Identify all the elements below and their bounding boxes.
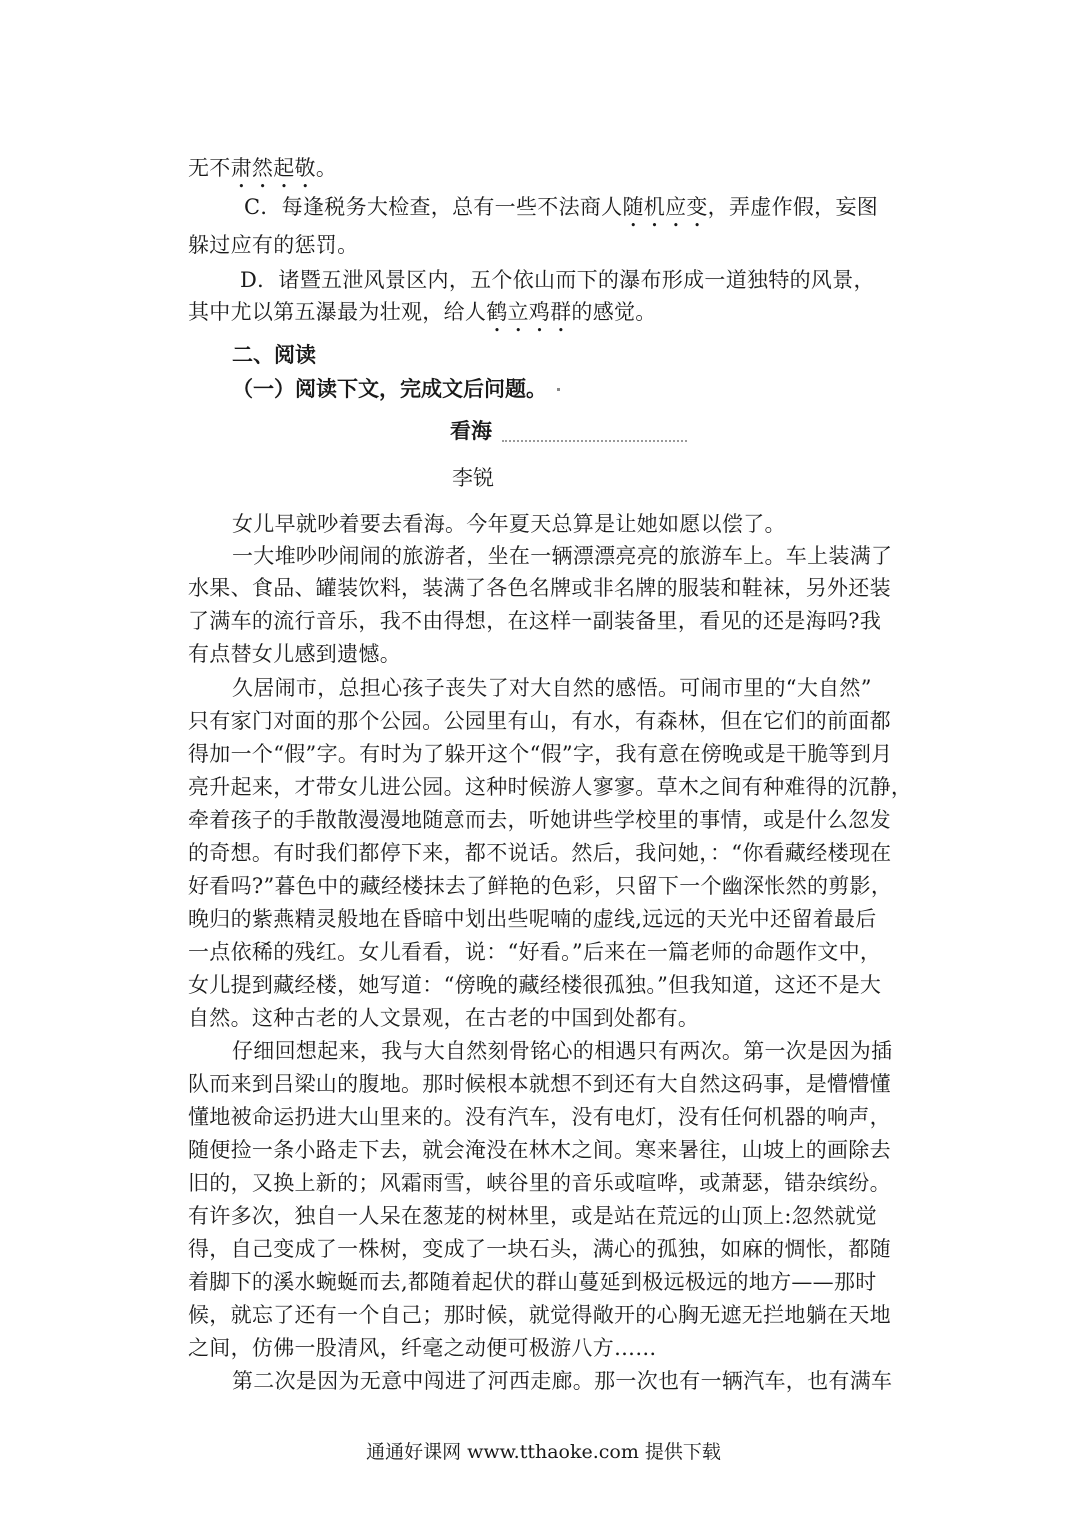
body-line: 随便捡一条小路走下去，就会淹没在林木之间。寒来暑往，山坡上的画除去 — [188, 1138, 891, 1162]
body-line: 亮升起来，才带女儿进公园。这种时候游人寥寥。草木之间有种难得的沉静， — [188, 775, 913, 799]
body-line: 一大堆吵吵闹闹的旅游者，坐在一辆漂漂亮亮的旅游车上。车上装满了 — [232, 544, 893, 568]
page-footer: 通通好课网 www.tthaoke.com 提供下载 — [366, 1441, 721, 1463]
option-d-line-1: D．诸暨五泄风景区内，五个依山而下的瀑布形成一道独特的风景， — [240, 268, 875, 292]
option-d-line-2 — [188, 298, 900, 337]
body-line: 水果、食品、罐装饮料，装满了各色名牌或非名牌的服装和鞋袜，另外还装 — [188, 576, 891, 600]
body-line: 晚归的紫燕精灵般地在昏暗中划出些呢喃的虚线,远远的天光中还留着最后 — [188, 907, 877, 931]
stray-mark — [557, 388, 560, 391]
body-line: 懂地被命运扔进大山里来的。没有汽车，没有电灯，没有任何机器的响声， — [188, 1105, 891, 1129]
emphasized-idiom: 随机应变 — [622, 195, 708, 219]
body-line: 有点替女儿感到遗憾。 — [188, 642, 401, 666]
body-line: 了满车的流行音乐，我不由得想，在这样一副装备里，看见的还是海吗?我 — [188, 609, 882, 633]
body-line: 好看吗?”暮色中的藏经楼抹去了鲜艳的色彩，只留下一个幽深怅然的剪影， — [188, 874, 893, 898]
article-author: 李锐 — [452, 466, 494, 490]
body-line: 一点依稀的残红。女儿看看，说：“好看。”后来在一篇老师的命题作文中， — [188, 940, 882, 964]
body-line: 女儿早就吵着要去看海。今年夏天总算是让她如愿以偿了。 — [232, 512, 786, 536]
option-d-text: 其中尤以第五瀑最为壮观，给人 — [188, 300, 487, 324]
body-line: 旧的，又换上新的；风霜雨雪，峡谷里的音乐或喧哗，或萧瑟，错杂缤纷。 — [188, 1171, 891, 1195]
article-title: 看海 — [450, 418, 492, 443]
body-line: 的奇想。有时我们都停下来，都不说话。然后，我问她，：“你看藏经楼现在 — [188, 841, 892, 865]
body-line: 候，就忘了还有一个自己；那时候，就觉得敞开的心胸无遮无拦地躺在天地 — [188, 1303, 891, 1327]
option-c-text-suffix: ，弄虚作假，妄图 — [707, 195, 879, 219]
body-line: 队而来到吕梁山的腹地。那时候根本就想不到还有大自然这码事，是懵懵懂 — [188, 1072, 891, 1096]
question-b-tail-suffix: 。 — [315, 156, 338, 180]
section-heading: 二、阅读 — [232, 342, 316, 367]
body-line: 仔细回想起来，我与大自然刻骨铭心的相遇只有两次。第一次是因为插 — [232, 1039, 893, 1063]
body-line: 只有家门对面的那个公园。公园里有山，有水，有森林，但在它们的前面都 — [188, 709, 891, 733]
title-dotted-leader — [502, 436, 687, 442]
body-line: 女儿提到藏经楼，她写道：“傍晚的藏经楼很孤独。”但我知道，这还不是大 — [188, 973, 882, 997]
emphasized-idiom: 肃然起敬 — [230, 156, 316, 180]
body-line: 久居闹市，总担心孩子丧失了对大自然的感悟。可闹市里的“大自然” — [232, 676, 872, 700]
body-line: 第二次是因为无意中闯进了河西走廊。那一次也有一辆汽车，也有满车 — [232, 1369, 893, 1393]
subsection-heading: （一）阅读下文，完成文后问题。 — [232, 376, 547, 401]
option-c-text: C．每逢税务大检查，总有一些不法商人 — [244, 195, 623, 219]
body-line: 自然。这种古老的人文景观，在古老的中国到处都有。 — [188, 1006, 700, 1030]
option-d-text-suffix: 的感觉。 — [571, 300, 657, 324]
option-c-line-2: 躲过应有的惩罚。 — [188, 233, 359, 257]
body-line: 牵着孩子的手散散漫漫地随意而去，听她讲些学校里的事情，或是什么忽发 — [188, 808, 891, 832]
question-b-tail-prefix: 无不 — [188, 156, 231, 180]
body-line: 着脚下的溪水蜿蜒而去,都随着起伏的群山蔓延到极远极远的地方——那时 — [188, 1270, 877, 1294]
emphasized-idiom: 鹤立鸡群 — [486, 300, 572, 324]
body-line: 得加一个“假”字。有时为了躲开这个“假”字，我有意在傍晚或是干脆等到月 — [188, 742, 893, 766]
body-line: 有许多次，独自一人呆在葱茏的树林里，或是站在荒远的山顶上:忽然就觉 — [188, 1204, 877, 1228]
question-b-tail-line — [188, 154, 900, 193]
body-line: 之间，仿佛一股清风，纤毫之动便可极游八方…… — [188, 1336, 657, 1360]
option-c-line-1 — [244, 193, 912, 232]
body-line: 得，自己变成了一株树，变成了一块石头，满心的孤独，如麻的惆怅，都随 — [188, 1237, 891, 1261]
